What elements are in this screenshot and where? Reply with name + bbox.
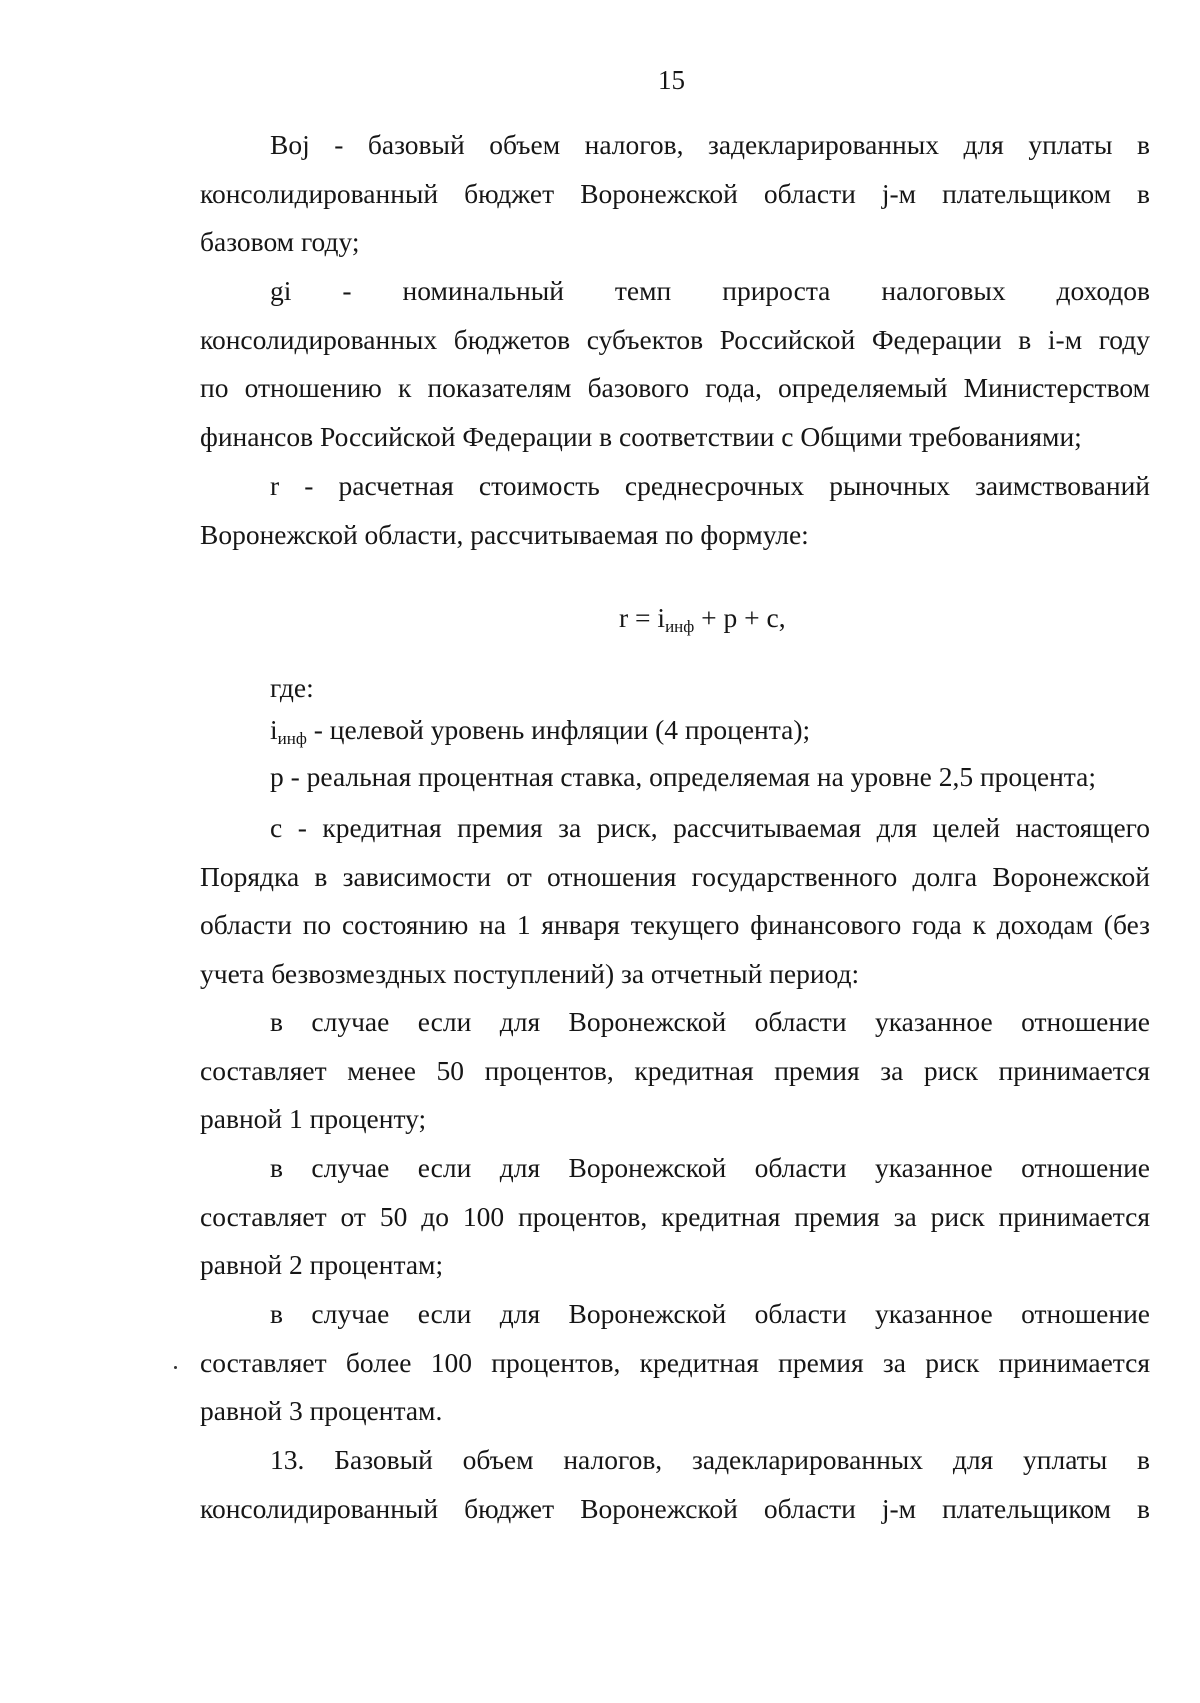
text-line: Boj - базовый объем налогов, задекларированных для уплаты в: [270, 129, 1150, 160]
paragraph-item-13: [200, 1436, 1150, 1533]
text-line: в случае если для Воронежской области указанное отношение: [270, 1006, 1150, 1037]
text-line: составляет более 100 процентов, кредитная премия за риск принимается: [200, 1346, 1150, 1378]
text-line: в случае если для Воронежской области указанное отношение: [270, 1298, 1150, 1329]
text-line: в случае если для Воронежской области указанное отношение: [270, 1152, 1150, 1183]
paragraph-case-3: [200, 1290, 1150, 1436]
paragraph-case-1: [200, 998, 1150, 1144]
text-line: базовом году;: [200, 226, 360, 257]
definition-p: p - реальная процентная ставка, определяемая на уровне 2,5 процента;: [270, 761, 1096, 792]
i-inf-text: - целевой уровень инфляции (4 процента);: [306, 714, 811, 745]
text-line: составляет от 50 до 100 процентов, кредитная премия за риск принимается: [200, 1200, 1150, 1232]
text-line: области по состоянию на 1 января текущего финансового года к доходам (без: [200, 909, 1150, 940]
text-line: равной 2 процентам;: [200, 1249, 444, 1280]
text-line: консолидированный бюджет Воронежской области j-м плательщиком в: [200, 1492, 1150, 1524]
formula-left: r = i: [619, 602, 666, 633]
i-inf-subscript: инф: [277, 729, 307, 748]
text-line: равной 3 процентам.: [200, 1395, 443, 1426]
where-label: где:: [270, 672, 314, 703]
scan-artifact-dot: [174, 1366, 177, 1369]
text-line: консолидированный бюджет Воронежской области j-м плательщиком в: [200, 177, 1150, 209]
text-line: r - расчетная стоимость среднесрочных рыночных заимствований: [270, 470, 1150, 501]
text-line: Воронежской области, рассчитываемая по формуле:: [200, 518, 809, 550]
page-number: 15: [658, 65, 685, 95]
i-inf-symbol: i: [270, 714, 278, 745]
formula-right: + p + c,: [694, 602, 786, 633]
text-line: финансов Российской Федерации в соответствии с Общими требованиями;: [200, 420, 1082, 452]
paragraph-c: [200, 804, 1150, 998]
text-line: составляет менее 50 процентов, кредитная премия за риск принимается: [200, 1054, 1150, 1086]
paragraph-case-2: [200, 1144, 1150, 1290]
text-line: учета безвозмездных поступлений) за отчетный период:: [200, 957, 860, 989]
formula-r: [619, 598, 786, 638]
text-line: равной 1 проценту;: [200, 1103, 427, 1134]
definition-i-inf: [270, 710, 810, 750]
text-line: 13. Базовый объем налогов, задекларированных для уплаты в: [270, 1444, 1150, 1475]
paragraph-boj: [200, 121, 1150, 267]
paragraph-gi: [200, 267, 1150, 461]
paragraph-r: [200, 462, 1150, 559]
formula-subscript: инф: [665, 617, 695, 636]
text-line: gi - номинальный темп прироста налоговых доходов: [270, 275, 1150, 306]
text-line: по отношению к показателям базового года, определяемый Министерством: [200, 372, 1150, 403]
text-line: консолидированных бюджетов субъектов Российской Федерации в i-м году: [200, 323, 1150, 355]
text-line: c - кредитная премия за риск, рассчитываемая для целей настоящего: [270, 812, 1150, 843]
text-line: Порядка в зависимости от отношения государственного долга Воронежской: [200, 860, 1150, 892]
